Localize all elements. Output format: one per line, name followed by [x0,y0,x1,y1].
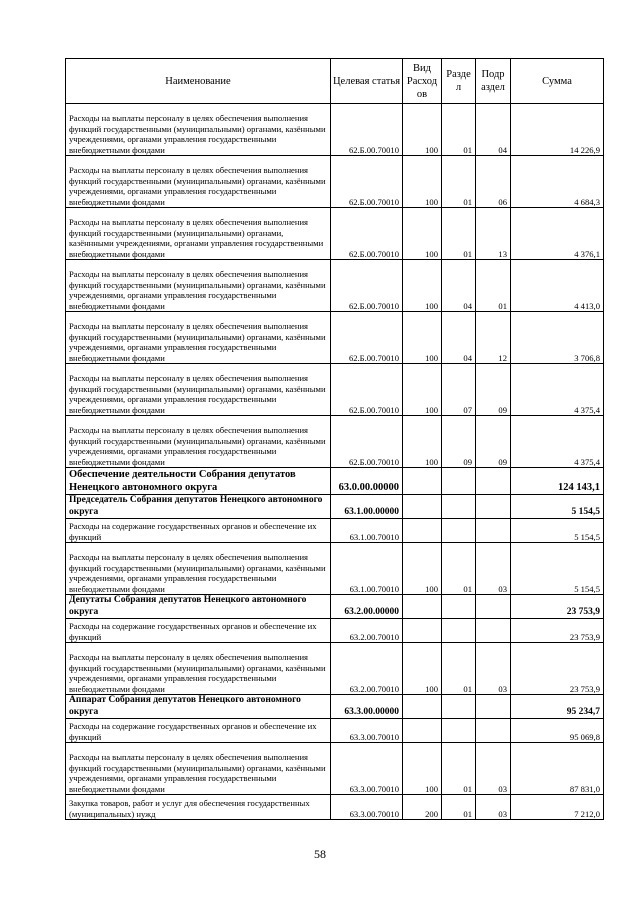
row-sum-cell: 95 069,8 [511,719,604,743]
row-name-cell: Расходы на выплаты персоналу в целях обеспечения выполнения функций государственными (муниципальными) органами, казёнными учреждениями, органами управления государственными внебюджетными фондами [66,643,331,695]
row-name-cell: Обеспечение деятельности Собрания депутатов Ненецкого автономного округа [66,468,331,495]
row-target-cell: 62.Б.00.70010 [331,364,403,416]
row-subsection-cell: 12 [476,312,511,364]
header-target: Целевая статья [331,59,403,104]
row-sum-cell: 4 413,0 [511,260,604,312]
row-target-cell: 63.1.00.70010 [331,519,403,543]
row-subsection-cell: 03 [476,543,511,595]
row-section-cell: 01 [442,743,476,795]
row-subsection-cell: 09 [476,364,511,416]
row-section-cell: 01 [442,104,476,156]
row-name-cell: Расходы на выплаты персоналу в целях обеспечения выполнения функций государственными (муниципальными) органами, казёнными учреждениями, органами управления государственными внебюджетными фондами [66,156,331,208]
table-row [66,156,604,208]
row-expense-type-cell [403,468,442,495]
budget-table [65,58,604,820]
row-sum-cell: 95 234,7 [511,695,604,719]
row-section-cell [442,619,476,643]
row-name-cell: Председатель Собрания депутатов Ненецкого автономного округа [66,495,331,519]
row-name-cell: Депутаты Собрания депутатов Ненецкого автономного округа [66,595,331,619]
row-name-cell: Расходы на выплаты персоналу в целях обеспечения выполнения функций государственными (муниципальными) органами, казёнными учреждениями, органами управления государственными внебюджетными фондами [66,416,331,468]
row-subsection-cell [476,595,511,619]
row-expense-type-cell: 200 [403,795,442,820]
row-sum-cell: 14 226,9 [511,104,604,156]
row-section-cell: 01 [442,795,476,820]
row-name-cell: Расходы на выплаты персоналу в целях обеспечения выполнения функций государственными (муниципальными) органами, казёнными учреждениями, органами управления государственными внебюджетными фондами [66,260,331,312]
row-sum-cell: 87 831,0 [511,743,604,795]
row-expense-type-cell: 100 [403,260,442,312]
row-name-cell: Расходы на выплаты персоналу в целях обеспечения выполнения функций государственными (муниципальными) органами, казёнными учреждениями, органами управления государственными внебюджетными фондами [66,364,331,416]
row-target-cell: 62.Б.00.70010 [331,104,403,156]
row-expense-type-cell: 100 [403,543,442,595]
table-row [66,312,604,364]
table-row [66,595,604,619]
row-section-cell: 04 [442,260,476,312]
table-row [66,643,604,695]
row-section-cell: 01 [442,208,476,260]
row-section-cell: 01 [442,156,476,208]
row-section-cell: 04 [442,312,476,364]
table-row [66,260,604,312]
row-section-cell [442,519,476,543]
table-row [66,695,604,719]
row-subsection-cell: 06 [476,156,511,208]
row-expense-type-cell [403,495,442,519]
row-name-cell: Расходы на выплаты персоналу в целях обеспечения выполнения функций государственными (муниципальными) органами, казёнными учреждениями, органами управления государственными внебюджетными фондами [66,312,331,364]
row-section-cell [442,495,476,519]
row-target-cell: 63.2.00.70010 [331,643,403,695]
row-sum-cell: 5 154,5 [511,543,604,595]
row-expense-type-cell: 100 [403,104,442,156]
row-expense-type-cell [403,595,442,619]
row-name-cell: Расходы на выплаты персоналу в целях обеспечения выполнения функций государственными (муниципальными) органами, казённными учреждениями, органами управления государственными внебюджетными фондами [66,208,331,260]
row-subsection-cell [476,519,511,543]
table-row [66,543,604,595]
row-target-cell: 63.3.00.70010 [331,719,403,743]
row-name-cell: Расходы на содержание государственных органов и обеспечение их функций [66,719,331,743]
row-target-cell: 63.2.00.70010 [331,619,403,643]
row-expense-type-cell: 100 [403,312,442,364]
table-header-row [66,59,604,104]
row-name-cell: Расходы на содержание государственных органов и обеспечение их функций [66,519,331,543]
row-sum-cell: 4 376,1 [511,208,604,260]
row-target-cell: 63.1.00.70010 [331,543,403,595]
row-target-cell: 62.Б.00.70010 [331,416,403,468]
row-sum-cell: 5 154,5 [511,495,604,519]
row-sum-cell: 124 143,1 [511,468,604,495]
row-subsection-cell [476,719,511,743]
row-sum-cell: 4 375,4 [511,364,604,416]
row-expense-type-cell: 100 [403,156,442,208]
row-expense-type-cell: 100 [403,743,442,795]
table-row [66,719,604,743]
row-subsection-cell [476,468,511,495]
row-subsection-cell: 09 [476,416,511,468]
row-name-cell: Расходы на выплаты персоналу в целях обеспечения выполнения функций государственными (муниципальными) органами, казёнными учреждениями, органами управления государственными внебюджетными фондами [66,104,331,156]
row-expense-type-cell: 100 [403,364,442,416]
table-row [66,619,604,643]
row-name-cell: Расходы на содержание государственных органов и обеспечение их функций [66,619,331,643]
row-subsection-cell: 13 [476,208,511,260]
row-target-cell: 63.2.00.00000 [331,595,403,619]
row-name-cell: Расходы на выплаты персоналу в целях обеспечения выполнения функций государственными (муниципальными) органами, казёнными учреждениями, органами управления государственными внебюджетными фондами [66,543,331,595]
header-name: Наименование [66,59,331,104]
row-sum-cell: 5 154,5 [511,519,604,543]
row-target-cell: 62.Б.00.70010 [331,208,403,260]
table-row [66,795,604,820]
header-expense-type: Вид Расход ов [403,59,442,104]
row-expense-type-cell: 100 [403,643,442,695]
row-target-cell: 63.3.00.70010 [331,795,403,820]
row-section-cell: 01 [442,643,476,695]
row-sum-cell: 4 375,4 [511,416,604,468]
table-row [66,743,604,795]
row-name-cell: Аппарат Собрания депутатов Ненецкого автономного округа [66,695,331,719]
row-section-cell [442,595,476,619]
row-target-cell: 63.0.00.00000 [331,468,403,495]
row-subsection-cell: 01 [476,260,511,312]
row-name-cell: Закупка товаров, работ и услуг для обеспечения государственных (муниципальных) нужд [66,795,331,820]
row-subsection-cell [476,695,511,719]
table-row [66,519,604,543]
table-row [66,468,604,495]
row-section-cell [442,719,476,743]
row-subsection-cell: 03 [476,795,511,820]
row-section-cell [442,695,476,719]
row-section-cell: 09 [442,416,476,468]
row-subsection-cell: 03 [476,643,511,695]
table-row [66,495,604,519]
row-subsection-cell [476,619,511,643]
header-subsection: Подр аздел [476,59,511,104]
table-row [66,364,604,416]
row-name-cell: Расходы на выплаты персоналу в целях обеспечения выполнения функций государственными (муниципальными) органами, казёнными учреждениями, органами управления государственными внебюджетными фондами [66,743,331,795]
row-expense-type-cell [403,619,442,643]
row-expense-type-cell: 100 [403,416,442,468]
row-target-cell: 62.Б.00.70010 [331,156,403,208]
row-sum-cell: 3 706,8 [511,312,604,364]
row-section-cell: 07 [442,364,476,416]
header-sum: Сумма [511,59,604,104]
row-expense-type-cell: 100 [403,208,442,260]
page-number: 58 [314,847,326,861]
table-row [66,104,604,156]
row-expense-type-cell [403,695,442,719]
row-sum-cell: 23 753,9 [511,595,604,619]
row-sum-cell: 23 753,9 [511,619,604,643]
row-expense-type-cell [403,519,442,543]
row-target-cell: 62.Б.00.70010 [331,260,403,312]
row-target-cell: 63.3.00.00000 [331,695,403,719]
row-sum-cell: 4 684,3 [511,156,604,208]
row-subsection-cell: 04 [476,104,511,156]
row-target-cell: 63.3.00.70010 [331,743,403,795]
row-expense-type-cell [403,719,442,743]
row-target-cell: 62.Б.00.70010 [331,312,403,364]
table-row [66,416,604,468]
row-subsection-cell [476,495,511,519]
row-target-cell: 63.1.00.00000 [331,495,403,519]
row-subsection-cell: 03 [476,743,511,795]
table-row [66,208,604,260]
row-section-cell [442,468,476,495]
table-body [66,104,604,820]
row-sum-cell: 23 753,9 [511,643,604,695]
header-section: Разде л [442,59,476,104]
row-sum-cell: 7 212,0 [511,795,604,820]
row-section-cell: 01 [442,543,476,595]
